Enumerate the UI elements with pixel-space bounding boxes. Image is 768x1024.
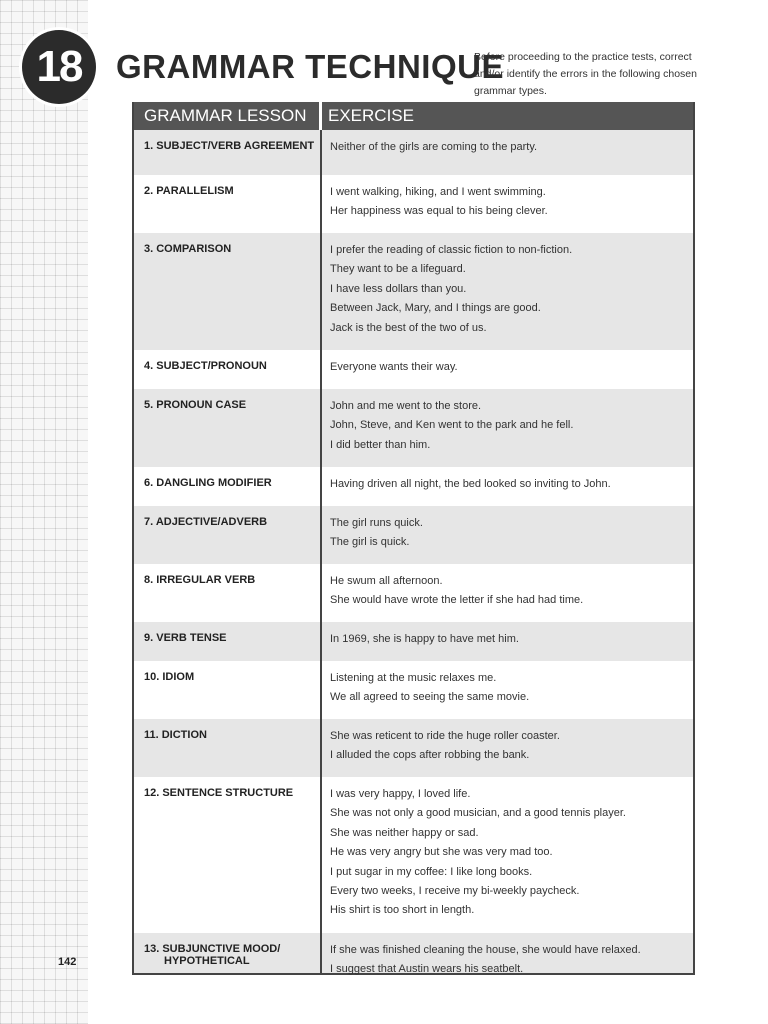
lesson-label: 10. IDIOM	[144, 671, 195, 683]
lesson-label: 6. DANGLING MODIFIER	[144, 477, 272, 489]
exercise-sentence: The girl runs quick.	[330, 517, 423, 529]
lesson-name	[134, 622, 322, 661]
exercise-sentence: Jack is the best of the two of us.	[330, 321, 487, 334]
header-grammar-lesson: GRAMMAR LESSON	[134, 102, 322, 130]
lesson-label: 13. SUBJUNCTIVE MOOD/	[144, 943, 281, 955]
lesson-label: 1. SUBJECT/VERB AGREEMENT	[144, 140, 315, 152]
exercise-cell	[322, 622, 693, 661]
table-row	[134, 233, 693, 350]
exercise-sentence: Between Jack, Mary, and I things are good.	[330, 302, 541, 315]
exercise-sentence: They want to be a lifeguard.	[330, 263, 466, 276]
exercise-sentence: Every two weeks, I receive my bi-weekly paycheck.	[330, 884, 580, 897]
lesson-label: 12. SENTENCE STRUCTURE	[144, 787, 294, 799]
graph-paper-margin	[0, 0, 88, 1024]
exercise-sentence: I suggest that Austin wears his seatbelt.	[330, 963, 524, 976]
lesson-name	[134, 564, 322, 622]
exercise-sentence: Her happiness was equal to his being clever.	[330, 205, 548, 218]
lesson-name	[134, 467, 322, 506]
lesson-label: 7. ADJECTIVE/ADVERB	[144, 516, 268, 528]
table-row	[134, 777, 693, 933]
exercise-sentence: Everyone wants their way.	[330, 361, 458, 373]
exercise-sentence: Having driven all night, the bed looked so inviting to John.	[330, 478, 611, 490]
lesson-name	[134, 777, 322, 933]
lesson-label: 9. VERB TENSE	[144, 632, 227, 644]
lesson-name	[134, 506, 322, 564]
exercise-cell	[322, 130, 693, 175]
lesson-label: 2. PARALLELISM	[144, 185, 234, 197]
exercise-sentence: She was not only a good musician, and a good tennis player.	[330, 807, 626, 820]
table-row	[134, 389, 693, 467]
lesson-label: 11. DICTION	[144, 729, 207, 741]
exercise-cell	[322, 719, 693, 777]
lesson-name	[134, 130, 322, 175]
lesson-label-line2: HYPOTHETICAL	[164, 955, 250, 967]
table-body	[134, 130, 693, 976]
lesson-name	[134, 719, 322, 777]
table-row	[134, 564, 693, 622]
exercise-sentence: I alluded the cops after robbing the bank.	[330, 749, 530, 762]
exercise-sentence: John, Steve, and Ken went to the park and he fell.	[330, 419, 574, 432]
grammar-table	[132, 102, 695, 975]
exercise-sentence: I was very happy, I loved life.	[330, 788, 471, 800]
lesson-name	[134, 350, 322, 389]
exercise-sentence: Listening at the music relaxes me.	[330, 672, 497, 684]
exercise-sentence: I did better than him.	[330, 438, 431, 451]
exercise-sentence: I put sugar in my coffee: I like long books.	[330, 865, 533, 878]
exercise-sentence: We all agreed to seeing the same movie.	[330, 691, 530, 704]
exercise-sentence: If she was finished cleaning the house, she would have relaxed.	[330, 944, 641, 956]
table-row	[134, 661, 693, 719]
exercise-cell	[322, 175, 693, 233]
lesson-name	[134, 933, 322, 973]
lesson-name	[134, 389, 322, 467]
exercise-cell	[322, 506, 693, 564]
table-row	[134, 933, 693, 976]
lesson-name	[134, 175, 322, 233]
table-row	[134, 622, 693, 661]
exercise-sentence: He was very angry but she was very mad too.	[330, 846, 553, 859]
exercise-sentence: Neither of the girls are coming to the party.	[330, 141, 538, 153]
page-number: 142	[58, 956, 77, 968]
lesson-name	[134, 233, 322, 350]
table-row	[134, 350, 693, 389]
lesson-label: 3. COMPARISON	[144, 243, 232, 255]
exercise-sentence: In 1969, she is happy to have met him.	[330, 633, 519, 645]
exercise-cell	[322, 933, 693, 976]
lesson-label: 5. PRONOUN CASE	[144, 399, 247, 411]
lesson-label: 4. SUBJECT/PRONOUN	[144, 360, 267, 372]
exercise-cell	[322, 467, 693, 506]
exercise-sentence: John and me went to the store.	[330, 400, 482, 412]
exercise-cell	[322, 233, 693, 350]
table-row	[134, 719, 693, 777]
table-row	[134, 506, 693, 564]
exercise-sentence: I went walking, hiking, and I went swimming.	[330, 186, 546, 198]
table-row	[134, 130, 693, 175]
exercise-cell	[322, 564, 693, 622]
exercise-sentence: I have less dollars than you.	[330, 282, 467, 295]
lesson-name	[134, 661, 322, 719]
exercise-sentence: I prefer the reading of classic fiction to non-fiction.	[330, 244, 573, 256]
table-row	[134, 175, 693, 233]
table-header	[134, 102, 693, 130]
page-title: GRAMMAR TECHNIQUE	[116, 48, 504, 85]
exercise-sentence: He swum all afternoon.	[330, 575, 443, 587]
exercise-cell	[322, 389, 693, 467]
exercise-sentence: She was reticent to ride the huge roller coaster.	[330, 730, 560, 742]
header-exercise: EXERCISE	[328, 106, 414, 125]
exercise-sentence: She was neither happy or sad.	[330, 826, 479, 839]
exercise-sentence: The girl is quick.	[330, 536, 410, 549]
exercise-sentence: His shirt is too short in length.	[330, 904, 475, 917]
exercise-cell	[322, 777, 693, 933]
table-row	[134, 467, 693, 506]
lesson-label: 8. IRREGULAR VERB	[144, 574, 256, 586]
exercise-cell	[322, 661, 693, 719]
exercise-sentence: She would have wrote the letter if she had had time.	[330, 594, 584, 607]
exercise-cell	[322, 350, 693, 389]
intro-text: Before proceeding to the practice tests, correct and/or identify the errors in the following chosen grammar types.	[474, 51, 697, 97]
chapter-number-badge: 18	[22, 30, 96, 104]
